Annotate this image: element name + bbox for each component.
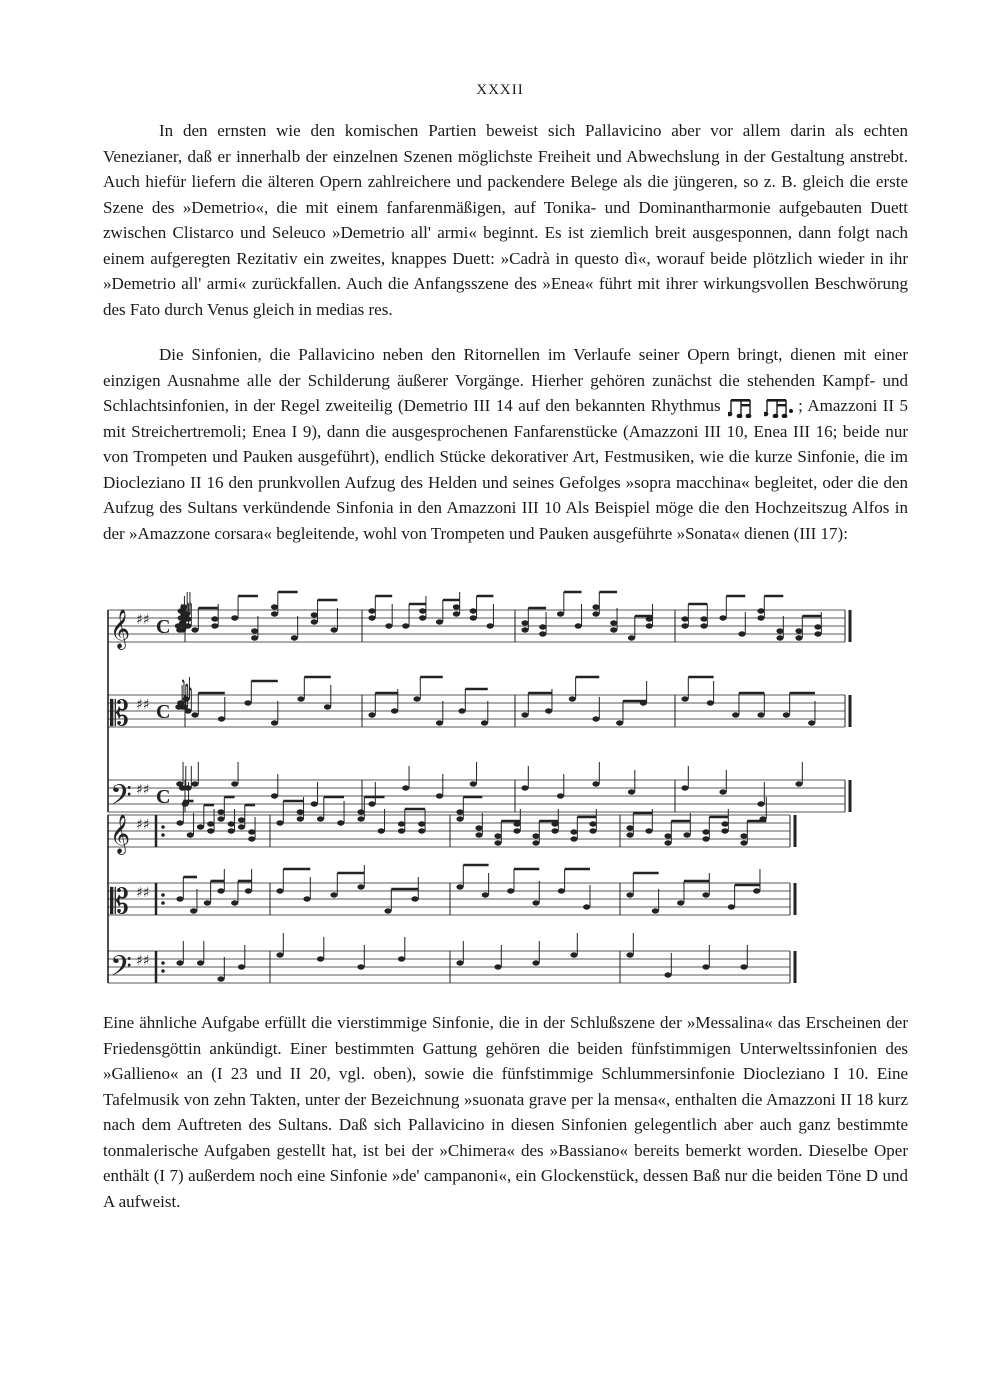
note-head (231, 900, 238, 905)
note-head (570, 952, 577, 957)
note-head (244, 700, 251, 705)
note-head (532, 833, 539, 838)
note-head (646, 623, 653, 628)
note-head (719, 789, 726, 794)
note-head (456, 816, 463, 821)
note-head (175, 623, 182, 628)
note-head (721, 821, 728, 826)
note-head (681, 623, 688, 628)
note-head (814, 624, 821, 629)
note-head (482, 892, 489, 897)
note-head (814, 631, 821, 636)
note-head (626, 825, 633, 830)
note-head (808, 720, 815, 725)
note-head (191, 712, 198, 717)
note-head (757, 712, 764, 717)
note-head (317, 956, 324, 961)
note-head (757, 615, 764, 620)
note-head (719, 615, 726, 620)
note-head (411, 896, 418, 901)
note-head (557, 793, 564, 798)
note-head (470, 608, 477, 613)
note-head (238, 817, 245, 822)
note-head (385, 623, 392, 628)
note-head (589, 821, 596, 826)
note-head (297, 816, 304, 821)
note-head (190, 908, 197, 913)
note-head (732, 712, 739, 717)
note-head (217, 888, 224, 893)
note-head (664, 840, 671, 845)
note-head (368, 712, 375, 717)
note-head (487, 623, 494, 628)
key-signature: ♯♯ (136, 697, 150, 713)
note-head (191, 781, 198, 786)
note-head (575, 623, 582, 628)
note-head (217, 976, 224, 981)
note-head (271, 793, 278, 798)
note-head (453, 604, 460, 609)
note-head (458, 708, 465, 713)
note-head (539, 624, 546, 629)
note-head (231, 615, 238, 620)
rhythm-figure-2 (764, 396, 796, 418)
note-head (378, 828, 385, 833)
note-head (413, 696, 420, 701)
note-head (610, 620, 617, 625)
note-head (776, 635, 783, 640)
note-head (398, 828, 405, 833)
note-head (187, 832, 194, 837)
note-head (419, 615, 426, 620)
note-head (228, 821, 235, 826)
note-head (570, 829, 577, 834)
note-head (681, 696, 688, 701)
note-head (297, 696, 304, 701)
note-head (569, 696, 576, 701)
note-head (645, 828, 652, 833)
note-head (436, 619, 443, 624)
note-head (507, 888, 514, 893)
note-head (702, 892, 709, 897)
note-head (368, 608, 375, 613)
note-head (795, 781, 802, 786)
note-head (368, 615, 375, 620)
note-head (545, 708, 552, 713)
note-head (251, 628, 258, 633)
note-head (539, 631, 546, 636)
note-head (702, 836, 709, 841)
note-head (583, 904, 590, 909)
time-signature: C (156, 701, 171, 723)
note-head (494, 840, 501, 845)
note-head (418, 828, 425, 833)
note-head (251, 635, 258, 640)
note-head (475, 832, 482, 837)
treble-clef: 𝄞 (110, 609, 131, 649)
note-head (475, 825, 482, 830)
note-head (398, 956, 405, 961)
note-head (207, 821, 214, 826)
paragraph-2-part-1: Die Sinfonien, die Pallavicino neben den Ritornellen im Verlaufe seiner Opern bringt, dienen mit einer einzigen Ausnahme alle der Schilderung äußerer Vorgänge. Hierher gehören zunächst die stehenden Kampf- und Schlachtsinfonien, in der Regel zweiteilig (Demetrio III 14 auf den bekannten Rhythmus (103, 345, 908, 415)
note-head (470, 615, 477, 620)
note-head (610, 627, 617, 632)
note-head (231, 781, 238, 786)
note-head (557, 611, 564, 616)
note-head (721, 828, 728, 833)
rhythm-figure-1 (728, 396, 760, 418)
key-signature: ♯♯ (136, 885, 150, 901)
note-head (646, 616, 653, 621)
note-head (178, 615, 185, 620)
note-head (311, 612, 318, 617)
note-head (759, 816, 766, 821)
note-head (494, 964, 501, 969)
paragraph-1: In den ernsten wie den komischen Partien beweist sich Pallavicino aber vor allem darin als echten Venezianer, daß er innerhalb der einzelnen Szenen möglichste Freiheit und Abwechslung in der Gestaltung anstrebt. Auch hiefür liefern die älteren Opern zahlreichere und packendere Belege als die jüngeren, so z. B. gleich die erste Szene des »Demetrio«, die mit einem fanfarenmäßigen, auf Tonika- und Dominantharmonie aufgebauten Duett zwischen Clistarco und Seleuco »Demetrio all' armi« beginnt. Es ist ziemlich breit ausgesponnen, dann folgt nach einem aufgeregten Rezitativ ein zweites, knappes Duett: »Cadrà in questo dì«, worauf beide plötzlich wieder in ihr »Demetrio all' armi« zurückfallen. Auch die Anfangsszene des »Enea« führt mit ihrer wirkungsvollen Beschwörung des Fato durch Venus gleich in medias res. (103, 121, 908, 319)
note-head (753, 888, 760, 893)
note-head (521, 712, 528, 717)
note-head (207, 828, 214, 833)
treble-clef: 𝄞 (110, 814, 131, 854)
note-head (337, 820, 344, 825)
repeat-dot (161, 969, 165, 973)
note-head (436, 793, 443, 798)
note-head (271, 611, 278, 616)
note-head (664, 833, 671, 838)
note-head (197, 960, 204, 965)
note-head (707, 700, 714, 705)
note-head (311, 801, 318, 806)
note-head (176, 781, 183, 786)
note-head (589, 828, 596, 833)
note-head (456, 809, 463, 814)
time-signature: C (156, 786, 171, 808)
note-head (245, 888, 252, 893)
note-head (330, 892, 337, 897)
repeat-dot (161, 893, 165, 897)
note-head (664, 972, 671, 977)
note-head (628, 789, 635, 794)
note-head (291, 635, 298, 640)
repeat-dot (161, 825, 165, 829)
note-head (217, 809, 224, 814)
note-head (795, 628, 802, 633)
note-head (176, 820, 183, 825)
note-head (776, 628, 783, 633)
note-head (391, 708, 398, 713)
tenor-clef: 𝄡 (110, 882, 129, 922)
note-head (681, 785, 688, 790)
note-head (513, 821, 520, 826)
bass-clef: 𝄢 (110, 779, 132, 819)
note-head (521, 620, 528, 625)
note-head (626, 952, 633, 957)
note-head (626, 832, 633, 837)
note-head (357, 964, 364, 969)
note-head (402, 785, 409, 790)
note-head (738, 631, 745, 636)
note-head (700, 623, 707, 628)
note-head (677, 900, 684, 905)
note-head (757, 608, 764, 613)
note-head (740, 840, 747, 845)
note-head (456, 960, 463, 965)
tenor-clef: 𝄡 (110, 694, 129, 734)
note-head (248, 836, 255, 841)
key-signature: ♯♯ (136, 953, 150, 969)
note-head (521, 627, 528, 632)
repeat-dot (161, 901, 165, 905)
note-head (357, 816, 364, 821)
note-head (402, 623, 409, 628)
note-head (419, 608, 426, 613)
note-head (211, 623, 218, 628)
note-head (276, 888, 283, 893)
note-head (418, 821, 425, 826)
note-head (681, 616, 688, 621)
note-head (311, 619, 318, 624)
note-head (700, 616, 707, 621)
note-head (238, 964, 245, 969)
note-head (532, 840, 539, 845)
note-head (176, 896, 183, 901)
note-head (592, 604, 599, 609)
note-head (175, 704, 182, 709)
time-signature: C (156, 616, 171, 638)
note-head (740, 964, 747, 969)
note-head (592, 781, 599, 786)
note-head (176, 960, 183, 965)
note-head (238, 824, 245, 829)
note-head (211, 616, 218, 621)
note-head (757, 801, 764, 806)
note-head (702, 964, 709, 969)
note-head (271, 720, 278, 725)
bass-clef: 𝄢 (110, 950, 132, 990)
note-head (532, 900, 539, 905)
note-head (303, 896, 310, 901)
note-head (317, 816, 324, 821)
note-head (513, 828, 520, 833)
note-head (384, 908, 391, 913)
repeat-dot (161, 961, 165, 965)
note-head (494, 833, 501, 838)
paragraph-2-part-2: ; Amazzoni II 5 mit Streichertremoli; Enea I 9), dann die ausgesprochenen Fanfarenstücke (Amazzoni III 10, Enea III 16; beide nur von Trompeten und Pauken ausgeführt), endlich Stücke dekorativer Art, Festmusiken, wie die kurze Sinfonie, die im Diocleziano II 16 den prunkvollen Aufzug des Helden und seines Gefolges »sopra macchina« begleitet, oder die den Aufzug des Sultans verkündende Sinfonia in den Amazzoni III 10 Als Beispiel möge die den Hochzeitszug Alfos in der »Amazzone corsara« begleitende, wohl von Trompeten und Pauken ausgeführte »Sonata« dienen (III 17): (103, 396, 908, 543)
note-head (178, 608, 185, 613)
note-head (558, 888, 565, 893)
note-head (628, 635, 635, 640)
note-head (570, 836, 577, 841)
note-head (521, 785, 528, 790)
page-number: XXXII (476, 82, 524, 98)
note-head (702, 829, 709, 834)
note-head (331, 627, 338, 632)
note-head (297, 809, 304, 814)
note-head (592, 611, 599, 616)
key-signature: ♯♯ (136, 817, 150, 833)
note-head (276, 820, 283, 825)
note-head (368, 801, 375, 806)
note-head (357, 884, 364, 889)
note-head (783, 712, 790, 717)
note-head (271, 604, 278, 609)
note-head (551, 828, 558, 833)
note-head (683, 832, 690, 837)
paragraph-2 (103, 342, 908, 546)
note-head (795, 635, 802, 640)
note-head (551, 821, 558, 826)
note-head (626, 892, 633, 897)
note-head (248, 829, 255, 834)
note-head (470, 781, 477, 786)
paragraph-3: Eine ähnliche Aufgabe erfüllt die vierstimmige Sinfonie, die in der Schlußszene der »Messalina« das Erscheinen der Friedensgöttin ankündigt. Einer bestimmten Gattung gehören die beiden fünfstimmigen Unterweltssinfonien des »Gallieno« an (I 23 und II 20, vgl. oben), sowie die fünfstimmige Schlummersinfonie Diocleziano I 10. Eine Tafelmusik von zehn Takten, unter der Bezeichnung »suonata grave per la mensa«, enthalten die Amazzoni II 18 kurz nach dem Auftreten des Sultans. Daß sich Pallavicino in diesen Sinfonien gelegentlich aber auch ganz bestimmte tonmalerische Aufgaben gestellt hat, ist bei der »Chimera« des »Bassiano« bereits bemerkt worden. Dieselbe Oper enthält (I 7) außerdem noch eine Sinfonie »de' campanoni«, ein Glockenstück, dessen Baß nur die beiden Töne D und A aufweist. (103, 1013, 908, 1211)
note-head (218, 716, 225, 721)
note-head (740, 833, 747, 838)
note-head (398, 821, 405, 826)
note-head (592, 716, 599, 721)
note-head (191, 627, 198, 632)
note-head (616, 720, 623, 725)
key-signature: ♯♯ (136, 612, 150, 628)
note-head (436, 720, 443, 725)
note-head (481, 720, 488, 725)
note-head (276, 952, 283, 957)
note-head (324, 704, 331, 709)
note-head (652, 908, 659, 913)
note-head (204, 900, 211, 905)
note-head (640, 700, 647, 705)
note-head (532, 960, 539, 965)
note-head (197, 824, 204, 829)
music-score (100, 590, 900, 1000)
note-head (456, 884, 463, 889)
note-head (357, 809, 364, 814)
note-head (728, 904, 735, 909)
note-head (217, 816, 224, 821)
note-head (453, 611, 460, 616)
note-head (228, 828, 235, 833)
repeat-dot (161, 833, 165, 837)
key-signature: ♯♯ (136, 782, 150, 798)
